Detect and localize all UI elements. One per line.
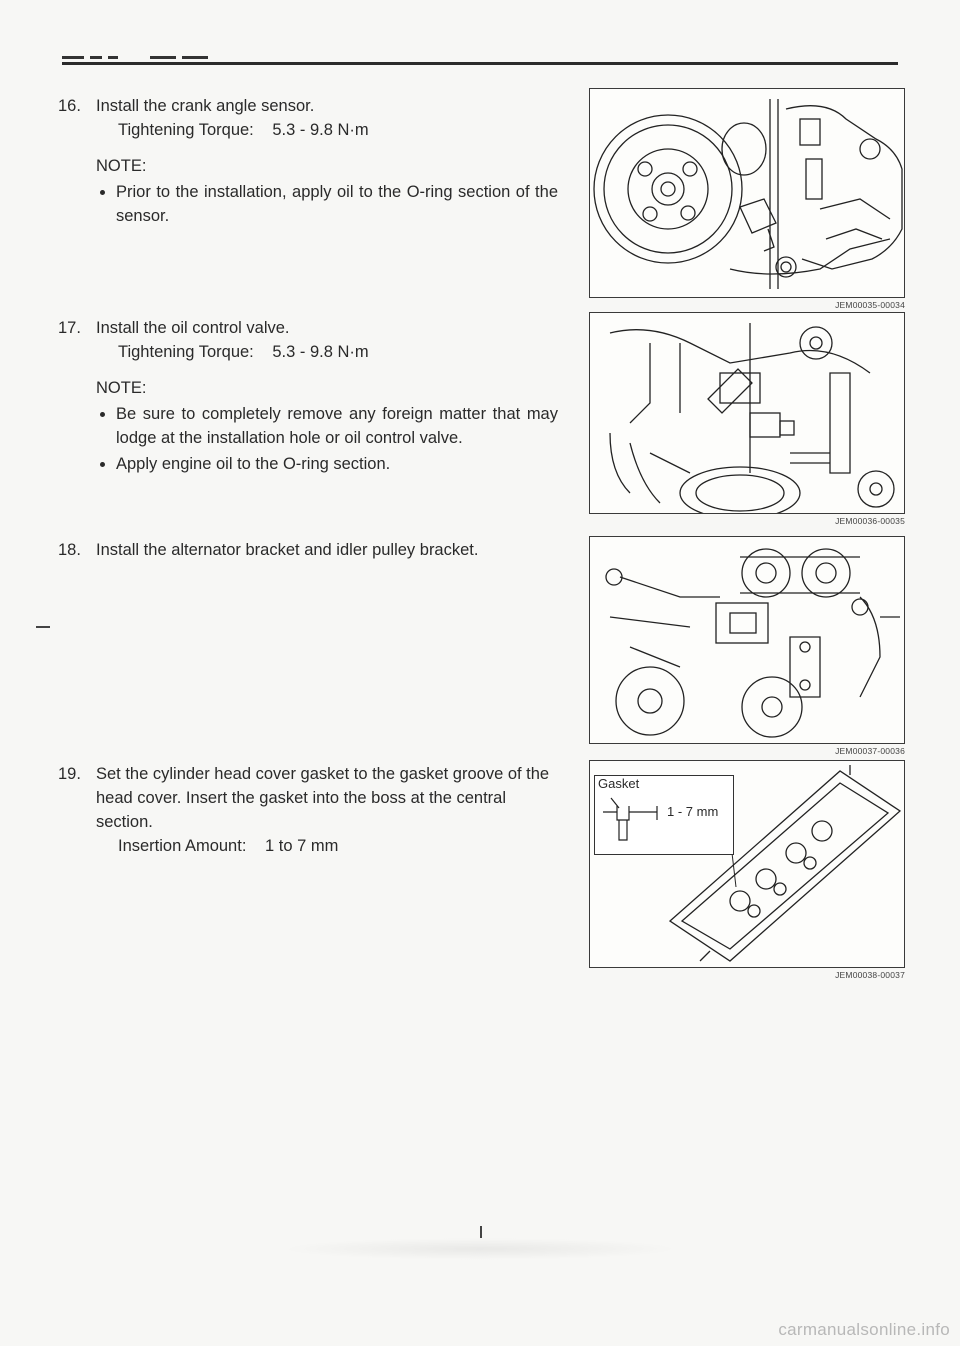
torque-spec xyxy=(118,118,558,142)
scan-smudge xyxy=(280,1238,680,1260)
alternator-bracket-illustration xyxy=(590,537,905,743)
note-list xyxy=(96,402,558,476)
gasket-callout-label: Gasket xyxy=(598,776,640,791)
torque-value: 5.3 - 9.8 N·m xyxy=(272,121,369,139)
header-rule xyxy=(62,62,898,65)
figure-head-cover-gasket xyxy=(589,760,905,980)
step-18 xyxy=(58,538,558,562)
gasket-callout xyxy=(594,775,734,855)
crank-sensor-illustration xyxy=(590,89,905,297)
insertion-label: Insertion Amount: xyxy=(118,837,247,855)
oil-control-valve-illustration xyxy=(590,313,905,513)
figure-code: JEM00035-00034 xyxy=(835,300,905,310)
note-label: NOTE: xyxy=(96,379,147,397)
step-number: 19. xyxy=(58,765,81,783)
insertion-value: 1 to 7 mm xyxy=(265,837,339,855)
figure-oil-control-valve xyxy=(589,312,905,526)
step-19 xyxy=(58,762,558,858)
note-label: NOTE: xyxy=(96,157,147,175)
torque-spec xyxy=(118,340,558,364)
note-item: • Apply engine oil to the O-ring section. xyxy=(116,452,558,476)
insertion-spec xyxy=(118,834,558,858)
step-17 xyxy=(58,316,558,478)
watermark: carmanualsonline.info xyxy=(778,1320,950,1339)
note-item: • Prior to the installation, apply oil to the O-ring section of the sensor. xyxy=(116,180,558,228)
step-instruction: Install the crank angle sensor. xyxy=(96,97,315,115)
step-number: 18. xyxy=(58,541,81,559)
torque-label: Tightening Torque: xyxy=(118,121,254,139)
step-16 xyxy=(58,94,558,230)
step-number: 16. xyxy=(58,97,81,115)
figure-alternator-bracket xyxy=(589,536,905,756)
step-number: 17. xyxy=(58,319,81,337)
step-instruction: Set the cylinder head cover gasket to the gasket groove of the head cover. Insert the gasket into the boss at the central section. xyxy=(96,765,550,831)
torque-value: 5.3 - 9.8 N·m xyxy=(272,343,369,361)
figure-code: JEM00036-00035 xyxy=(835,516,905,526)
figure-code: JEM00037-00036 xyxy=(835,746,905,756)
gasket-callout-dimension: 1 - 7 mm xyxy=(667,804,719,819)
note-list xyxy=(96,180,558,228)
step-instruction: Install the oil control valve. xyxy=(96,319,290,337)
torque-label: Tightening Torque: xyxy=(118,343,254,361)
note-item: • Be sure to completely remove any foreign matter that may lodge at the installation hole or oil control valve. xyxy=(116,402,558,450)
margin-tick xyxy=(36,626,50,628)
figure-code: JEM00038-00037 xyxy=(835,970,905,980)
figure-crank-angle-sensor xyxy=(589,88,905,310)
header-marks xyxy=(62,52,208,60)
center-mark xyxy=(480,1226,482,1238)
step-instruction: Install the alternator bracket and idler pulley bracket. xyxy=(96,541,479,559)
